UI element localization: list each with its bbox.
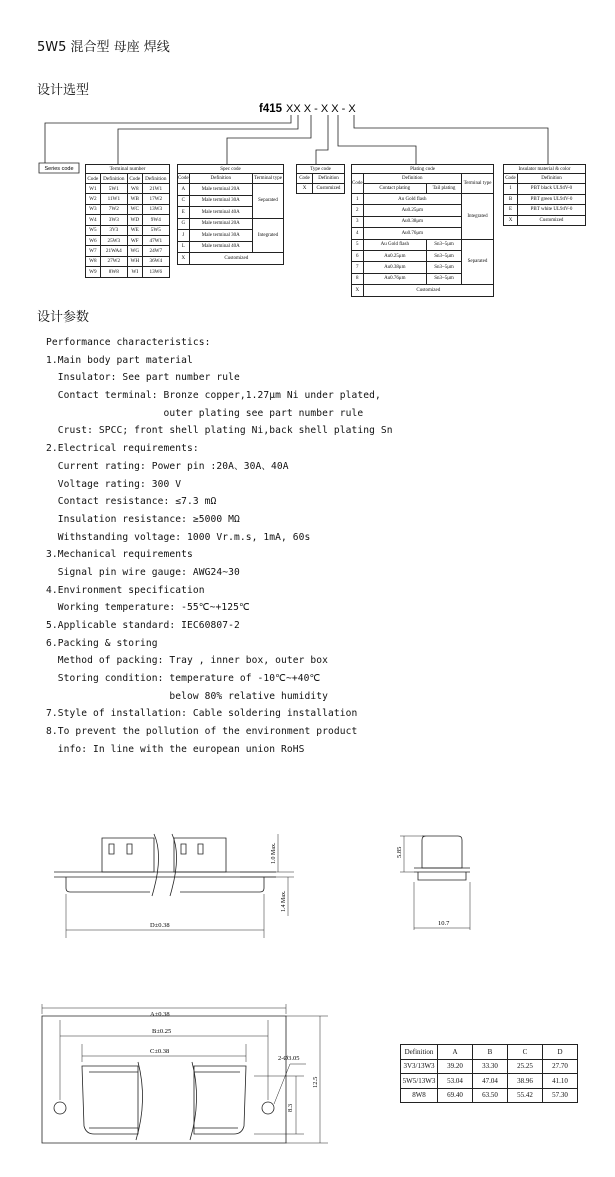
table-row — [86, 194, 170, 204]
table-cell: A — [178, 184, 190, 196]
insulator-table — [503, 164, 586, 226]
dim-1-label: 1.0 Max. — [271, 842, 277, 864]
list-item: 2.Electrical requirements: — [46, 443, 199, 455]
dim-cell: 47.04 — [473, 1074, 508, 1089]
table-cell: PBT white UL94V-0 — [518, 205, 586, 216]
table-row — [504, 184, 586, 195]
table-cell: Plating code — [352, 165, 494, 174]
list-item: Method of packing: Tray , inner box, outer box — [46, 655, 329, 667]
table-cell: J — [178, 230, 190, 242]
dim-cell: 39.20 — [438, 1059, 473, 1074]
table-cell: WI — [127, 267, 142, 277]
table-cell: W6 — [86, 235, 101, 245]
table-cell: Customized — [518, 215, 586, 226]
table-row — [504, 174, 586, 184]
table-row — [297, 184, 345, 194]
table-row — [86, 184, 170, 194]
table-row — [178, 174, 284, 184]
table-row — [352, 165, 494, 174]
table-cell: Definition — [142, 174, 169, 184]
spec-table-header: Spec code — [178, 165, 284, 174]
table-cell: B — [504, 194, 518, 205]
table-cell: Definition — [100, 174, 127, 184]
table-cell: Definition — [189, 174, 252, 184]
table-cell: 21W1 — [142, 184, 169, 194]
table-row — [178, 253, 284, 265]
table-cell: 1 — [504, 184, 518, 195]
table-cell: Sn3~5μm — [427, 239, 462, 250]
terminal-table-header: Terminal number — [86, 165, 170, 174]
dim-cell: 63.50 — [473, 1088, 508, 1103]
table-cell: Terminal type — [253, 174, 284, 184]
table-cell: Definition — [313, 174, 345, 184]
table-cell: E — [504, 205, 518, 216]
list-item: 8.To prevent the pollution of the environment product — [46, 726, 358, 738]
dim-cell: 5W5/13W3 — [401, 1074, 438, 1089]
table-row — [352, 174, 494, 184]
table-cell: 13W6 — [142, 267, 169, 277]
table-cell: Code — [352, 174, 364, 194]
dim-8-3-label: 8.3 — [287, 1103, 294, 1112]
table-cell: Code — [504, 174, 518, 184]
table-row — [178, 184, 284, 196]
table-cell: WF — [127, 235, 142, 245]
table-row — [297, 174, 345, 184]
spec-table — [177, 164, 284, 265]
table-row — [401, 1088, 578, 1103]
table-cell: 25W3 — [100, 235, 127, 245]
dim-c-label: C±0.38 — [150, 1048, 170, 1055]
list-item: Contact terminal: Bronze copper,1.27μm Ni under plated, — [46, 390, 381, 402]
table-cell: PBT black UL94V-0 — [518, 184, 586, 195]
list-item: 4.Environment specification — [46, 584, 205, 596]
table-cell: PBT green UL94V-0 — [518, 194, 586, 205]
table-cell: X — [352, 285, 364, 296]
table-cell: WB — [127, 194, 142, 204]
dim-cell: 27.70 — [543, 1059, 578, 1074]
table-row — [352, 285, 494, 296]
dim-cell: C — [508, 1045, 543, 1060]
table-cell: WD — [127, 215, 142, 225]
section-params-heading: 设计参数 — [37, 310, 90, 325]
table-cell: 8W8 — [100, 267, 127, 277]
table-cell: Au0.25μm — [363, 250, 426, 261]
list-item: Contact resistance: ≤7.3 mΩ — [46, 496, 217, 508]
part-code-base: f415 — [259, 103, 283, 115]
table-row — [297, 165, 345, 174]
table-cell: Code — [129, 175, 141, 182]
table-row — [86, 267, 170, 277]
table-cell: 7W2 — [100, 204, 127, 214]
table-cell: Code — [297, 174, 313, 184]
table-cell: Code — [178, 174, 190, 184]
table-cell: 47W1 — [142, 235, 169, 245]
table-row — [86, 165, 170, 174]
table-cell: Au0.25μm — [363, 205, 461, 216]
table-cell: Customized — [313, 184, 345, 194]
list-item: Insulator: See part number rule — [46, 372, 240, 384]
table-cell: WG — [127, 246, 142, 256]
performance-list — [46, 334, 586, 759]
table-cell: W1 — [86, 184, 101, 194]
table-cell: 11W1 — [100, 194, 127, 204]
dim-cell: Definition — [401, 1045, 438, 1060]
table-row — [86, 246, 170, 256]
leader-lines — [45, 115, 548, 165]
table-cell: X — [297, 184, 313, 194]
series-code-box — [39, 163, 79, 173]
table-cell: Definition — [363, 174, 461, 184]
list-item: 1.Main body part material — [46, 354, 193, 366]
list-item: 5.Applicable standard: IEC60807-2 — [46, 620, 240, 631]
table-cell: W4 — [86, 215, 101, 225]
table-cell: Tail plating — [427, 184, 462, 194]
table-row — [504, 194, 586, 205]
table-cell: 36W4 — [142, 256, 169, 266]
table-cell: Male terminal 20A — [189, 184, 252, 196]
table-cell: 7 — [352, 262, 364, 273]
table-cell: Au0.76μm — [363, 228, 461, 239]
table-cell: 4 — [352, 228, 364, 239]
dim-hole-label: 2-Ø3.05 — [278, 1055, 300, 1062]
dim-a-label: A±0.38 — [150, 1011, 170, 1018]
list-item: outer plating see part number rule — [46, 407, 364, 419]
table-cell: Au Gold flash — [363, 194, 461, 205]
table-row — [504, 205, 586, 216]
table-row — [86, 204, 170, 214]
list-item: 6.Packing & storing — [46, 637, 158, 649]
table-cell: Terminal type — [462, 174, 494, 194]
table-cell: 6 — [352, 250, 364, 261]
table-cell: Sn3~5μm — [427, 262, 462, 273]
table-row — [401, 1074, 578, 1089]
list-item: Performance characteristics: — [46, 337, 211, 348]
list-item: Voltage rating: 300 V — [46, 478, 182, 490]
list-item: 7.Style of installation: Cable soldering installation — [46, 708, 358, 720]
table-cell: 13W3 — [142, 204, 169, 214]
terminal-table — [85, 164, 170, 278]
table-cell: W3 — [86, 204, 101, 214]
dim-cell: 38.96 — [508, 1074, 543, 1089]
dim-cell: 8W8 — [401, 1088, 438, 1103]
list-item: Withstanding voltage: 1000 Vr.m.s, 1mA, 60s — [46, 531, 311, 543]
plating-separated-label: Separated — [462, 239, 494, 285]
table-row — [401, 1059, 578, 1074]
dim-cell: 69.40 — [438, 1088, 473, 1103]
table-cell: 27W2 — [100, 256, 127, 266]
table-cell: 2 — [352, 205, 364, 216]
table-cell: 5W1 — [100, 184, 127, 194]
table-cell: 3W3 — [100, 215, 127, 225]
table-cell: X — [504, 215, 518, 226]
table-cell: W9 — [86, 267, 101, 277]
table-cell: Customized — [189, 253, 283, 265]
table-cell: X — [178, 253, 190, 265]
table-cell: W2 — [86, 194, 101, 204]
list-item: info: In line with the european union RoHS — [46, 743, 305, 755]
table-row — [86, 235, 170, 245]
table-cell: WH — [127, 256, 142, 266]
dim-d-label: D±0.38 — [150, 922, 170, 929]
table-cell: G — [178, 218, 190, 230]
table-cell: Male terminal 40A — [189, 241, 252, 253]
dim-cell: 33.30 — [473, 1059, 508, 1074]
dim-10-7-label: 10.7 — [438, 920, 450, 927]
svg-text:Series code: Series code — [44, 166, 74, 172]
dim-cell: A — [438, 1045, 473, 1060]
dim-cell: 3V3/13W3 — [401, 1059, 438, 1074]
table-cell: W7 — [86, 246, 101, 256]
part-number-diagram — [36, 98, 606, 298]
dim-cell: D — [543, 1045, 578, 1060]
table-row — [86, 256, 170, 266]
side-view-drawing — [40, 826, 310, 944]
list-item: below 80% relative humidity — [46, 690, 329, 702]
dim-cell: B — [473, 1045, 508, 1060]
dim-cell: 41.10 — [543, 1074, 578, 1089]
type-code-table — [296, 164, 345, 194]
table-cell: Contact plating — [363, 184, 426, 194]
end-view-drawing — [378, 826, 478, 936]
table-cell: Sn3~5μm — [427, 250, 462, 261]
table-row — [86, 174, 170, 184]
table-cell: Au0.38μm — [363, 262, 426, 273]
table-row — [178, 165, 284, 174]
dim-b-label: B±0.25 — [152, 1028, 172, 1035]
part-code-suffix: XX X - X X - X — [286, 103, 356, 115]
list-item: 3.Mechanical requirements — [46, 549, 193, 561]
list-item: Signal pin wire gauge: AWG24~30 — [46, 566, 240, 578]
list-item: Current rating: Power pin :20A、30A、40A — [46, 460, 289, 472]
list-item: Storing condition: temperature of -10℃~+40℃ — [46, 673, 321, 685]
table-cell: Male terminal 30A — [189, 195, 252, 207]
table-cell: Type code — [297, 165, 345, 174]
table-cell: 21WA4 — [100, 246, 127, 256]
table-cell: 24W7 — [142, 246, 169, 256]
table-row — [352, 239, 494, 250]
dim-12-5-label: 12.5 — [312, 1076, 319, 1088]
table-cell: Au0.38μm — [363, 216, 461, 227]
table-cell: Insulator material & color — [504, 165, 586, 174]
table-cell: WE — [127, 225, 142, 235]
table-cell: Sn3~5μm — [427, 273, 462, 284]
plating-table — [351, 164, 494, 297]
table-cell: 5W5 — [142, 225, 169, 235]
table-cell: Male terminal 40A — [189, 207, 252, 219]
dimension-table — [400, 1044, 578, 1103]
table-row — [86, 215, 170, 225]
table-cell: 3V3 — [100, 225, 127, 235]
table-row — [504, 165, 586, 174]
page-title: 5W5 混合型 母座 焊线 — [37, 40, 170, 55]
table-cell: 1 — [352, 194, 364, 205]
table-cell: Code — [87, 175, 99, 182]
table-cell: C — [178, 195, 190, 207]
spec-integrated-label: Integrated — [253, 218, 284, 253]
table-cell: WC — [127, 204, 142, 214]
section-selection-heading: 设计选型 — [37, 83, 90, 98]
table-row — [86, 225, 170, 235]
table-cell: Au0.76μm — [363, 273, 426, 284]
table-cell: W8 — [127, 184, 142, 194]
dim-cell: 55.42 — [508, 1088, 543, 1103]
dim-5-85-label: 5.85 — [396, 846, 403, 858]
table-row — [352, 194, 494, 205]
plating-integrated-label: Integrated — [462, 194, 494, 240]
table-cell: Male terminal 20A — [189, 218, 252, 230]
list-item: Working temperature: -55℃~+125℃ — [46, 602, 250, 614]
table-cell: 3 — [352, 216, 364, 227]
table-cell: 5 — [352, 239, 364, 250]
table-row — [504, 215, 586, 226]
table-cell: Definition — [518, 174, 586, 184]
spec-separated-label: Separated — [253, 184, 284, 219]
table-cell: E — [178, 207, 190, 219]
dim-1-4-label: 1.4 Max. — [281, 890, 287, 912]
table-cell: 9W4 — [142, 215, 169, 225]
list-item: Crust: SPCC; front shell plating Ni,back shell plating Sn — [46, 425, 393, 437]
table-cell: Customized — [363, 285, 493, 296]
part-code — [259, 103, 356, 115]
table-cell: Male terminal 30A — [189, 230, 252, 242]
table-cell: W8 — [86, 256, 101, 266]
table-cell: Au Gold flash — [363, 239, 426, 250]
front-view-drawing — [34, 1000, 334, 1150]
dim-cell: 57.30 — [543, 1088, 578, 1103]
table-cell: 8 — [352, 273, 364, 284]
table-cell: W5 — [86, 225, 101, 235]
dim-cell: 53.04 — [438, 1074, 473, 1089]
table-cell: 17W2 — [142, 194, 169, 204]
list-item: Insulation resistance: ≥5000 MΩ — [46, 513, 240, 525]
table-row — [401, 1045, 578, 1060]
table-cell: L — [178, 241, 190, 253]
table-row — [178, 218, 284, 230]
dim-cell: 25.25 — [508, 1059, 543, 1074]
